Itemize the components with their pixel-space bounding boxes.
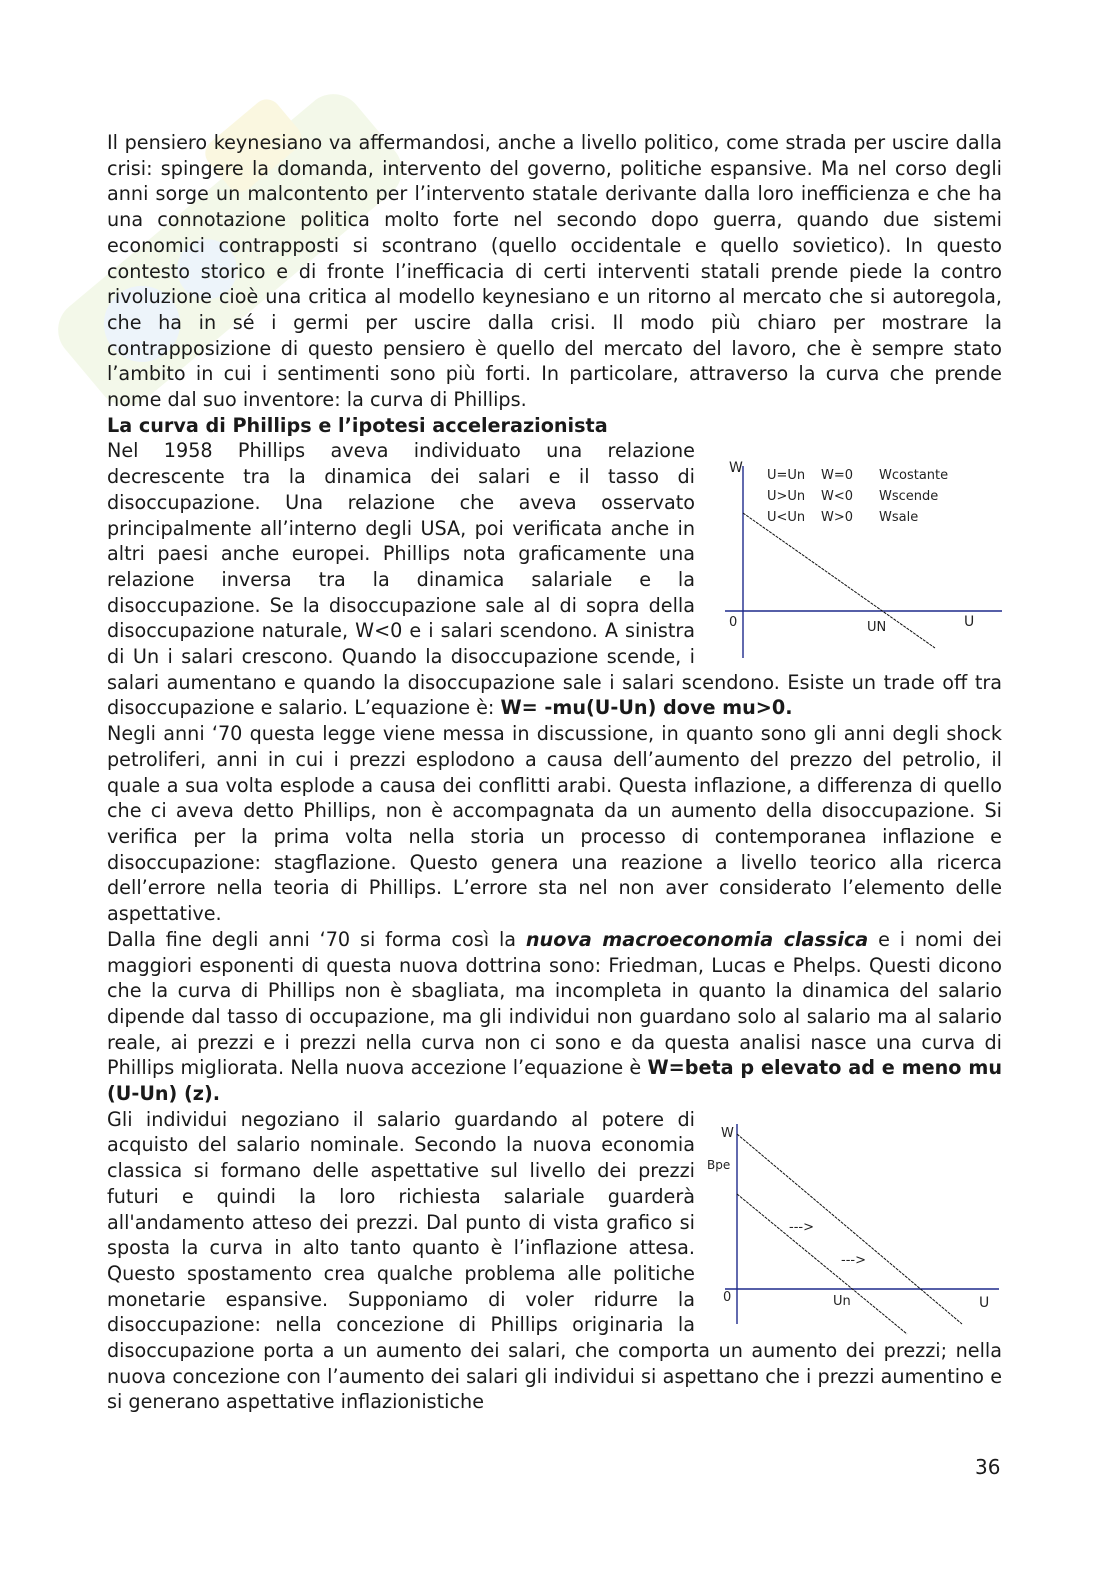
x-axis-label: U	[964, 614, 975, 631]
document-body	[107, 130, 1002, 1415]
section-heading: La curva di Phillips e l’ipotesi accelerazionista	[107, 413, 608, 437]
paragraph-oil-shocks: Negli anni ‘70 questa legge viene messa in discussione, in quanto sono gli anni degli shock petroliferi, anni in cui i prezzi esplodono a causa dell’aumento del prezzo del petrolio, il quale a sua volta esplode a causa dei conflitti arabi. Questa inflazione, a differenza di quello che ci aveva detto Phillips, non è accompagnata da un aumento della disoccupazione. Si verifica per la prima volta nella storia un processo di contemporanea inflazione e disoccupazione: stagflazione. Questo genera una reazione a livello teorico alla ricerca dell’errore nella teoria di Phillips. L’errore sta nel non aver considerato l’elemento delle aspettative.	[107, 722, 1002, 926]
paragraph-new-classical-intro: Dalla fine degli anni ‘70 si forma così la	[107, 927, 526, 951]
legend-row-1-effect: Wcostante	[879, 468, 949, 484]
paragraph-expectations: Gli individui negoziano il salario guardando al potere di acquisto del salario nominale. Secondo la nuova economia classica si formano delle aspettative sul livello dei prezzi futuri e quindi la loro richiesta salariale guarderà all'andamento atteso dei prezzi. Dal punto di vista grafico si sposta la curva in alto tanto quanto è l’inflazione attesa. Questo spostamento crea qualche problema alle politiche monetarie espansive. Supponiamo di voler ridurre la disoccupazione: nella concezione di Phillips originaria la disoccupazione porta a un aumento dei salari, che comporta un aumento dei prezzi; nella nuova concezione con l’aumento dei salari gli individui si aspettano che i prezzi aumentino e si generano aspettative inflazionistiche	[107, 1107, 1002, 1414]
un-label: UN	[867, 620, 887, 636]
phillips-curve	[743, 513, 935, 648]
legend-row-3-effect: Wsale	[879, 510, 919, 526]
origin-label: 0	[723, 1289, 732, 1305]
legend-row-2-effect: Wscende	[879, 489, 939, 505]
shift-arrow-1: --->	[789, 1219, 814, 1235]
shift-arrow-2: --->	[841, 1252, 866, 1268]
paragraph-new-classical-text: e i nomi dei maggiori esponenti di questa nuova dottrina sono: Friedman, Lucas e Phelps. Questi dicono che la curva di Phillips non è sbagliata, ma incompleta in quanto la dinamica del salario dipende dal tasso di occupazione, ma gli individui non guardano solo al salario ma al salario reale, ai prezzi e i prezzi nella curva non ci sono e da questa analisi nasce una curva di Phillips migliorata. Nella nuova accezione l’equazione è	[107, 927, 1002, 1080]
y-axis-label: W	[729, 460, 743, 477]
equation-phillips: W= -mu(U-Un) dove mu>0.	[500, 696, 793, 720]
x-axis-label: U	[979, 1294, 990, 1311]
y-axis-label: W	[721, 1125, 734, 1141]
legend-row-1-cond: U=Un	[767, 468, 806, 484]
legend-row-3-cond: U<Un	[767, 510, 806, 526]
origin-label: 0	[729, 615, 738, 631]
equation-augmented: W=beta p elevato ad e meno mu (U-Un) (z).	[107, 1056, 1002, 1106]
legend-row-2-cond: U>Un	[767, 489, 806, 505]
paragraph-phillips-text: Nel 1958 Phillips aveva individuato una relazione decrescente tra la dinamica dei salari e il tasso di disoccupazione. Una relazione che aveva osservato principalmente all’interno degli USA, poi verificata anche in altri paesi anche europei. Phillips nota graficamente una relazione inversa tra la dinamica salariale e la disoccupazione. Se la disoccupazione sale al di sopra della disoccupazione naturale, W<0 e i salari scendono. A sinistra di Un i salari crescono. Quando la disoccupazione scende, i salari aumentano e quando la disoccupazione sale i salari scendono. Esiste un trade off tra disoccupazione e salario. L’equazione è:	[107, 439, 1002, 720]
page-number: 36	[975, 1455, 1001, 1479]
un-label: Un	[833, 1293, 851, 1309]
phillips-curve-figure	[717, 458, 1002, 663]
legend-row-1-w: W=0	[821, 468, 854, 484]
emphasis-new-classical: nuova macroeconomia classica	[525, 927, 869, 951]
original-curve	[737, 1194, 907, 1334]
legend-row-3-w: W>0	[821, 510, 854, 526]
legend-row-2-w: W<0	[821, 489, 854, 505]
paragraph-new-classical	[107, 927, 1002, 1107]
augmented-phillips-figure	[707, 1119, 1002, 1324]
paragraph-keynesian-thought: Il pensiero keynesiano va affermandosi, anche a livello politico, come strada per uscire dalla crisi: spingere la domanda, intervento del governo, politiche espansive. Ma nel corso degli anni sorge un malcontento per l’intervento statale derivante dalla loro inefficienza e che ha una connotazione politica molto forte nel secondo dopo guerra, quando due sistemi economici contrapposti si scontrano (quello occidentale e quello sovietico). In questo contesto storico e di fronte l’inefficacia di certi interventi statali prende piede la contro rivoluzione cioè una critica al modello keynesiano e un ritorno al mercato che si autoregola, che ha in sé i germi per uscire dalla crisi. Il modo più chiaro per mostrare la contrapposizione di questo pensiero è quello del mercato del lavoro, che è sempre stato l’ambito in cui i sentimenti sono più forti. In particolare, attraverso la curva che prende nome dal suo inventore: la curva di Phillips.	[107, 131, 1002, 412]
bpe-label: Bpe	[707, 1157, 731, 1172]
